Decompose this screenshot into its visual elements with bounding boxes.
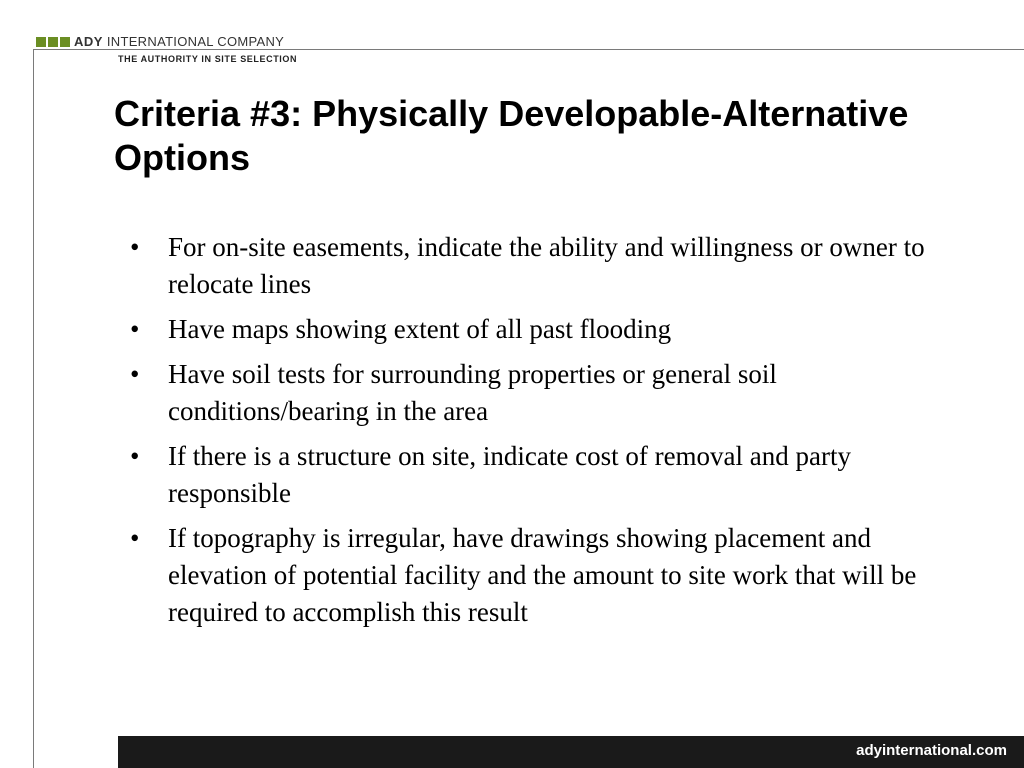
bullet-text: For on-site easements, indicate the ability and willingness or owner to relocate lines — [168, 232, 925, 299]
bullet-text: Have maps showing extent of all past flooding — [168, 314, 672, 344]
footer-bar — [118, 736, 1024, 768]
company-name-bold: ADY — [74, 34, 103, 49]
slide-title: Criteria #3: Physically Developable-Alternative Options — [114, 93, 909, 178]
bullet-text: If topography is irregular, have drawings showing placement and elevation of potential facility and the amount to site work that will be required to accomplish this result — [168, 523, 917, 627]
logo-square — [48, 37, 58, 47]
bullet-marker: • — [130, 314, 140, 344]
bullet-text: If there is a structure on site, indicate cost of removal and party responsible — [168, 441, 852, 508]
bullet-marker: • — [130, 359, 140, 389]
bullet-marker: • — [130, 232, 140, 262]
company-name-rest: INTERNATIONAL COMPANY — [106, 34, 285, 49]
bullet-marker: • — [130, 523, 140, 553]
footer-website-link[interactable]: adyinternational.com — [856, 742, 1007, 759]
bullet-item — [130, 520, 960, 631]
left-margin-rule — [33, 49, 34, 768]
logo-square — [36, 37, 46, 47]
company-tagline: THE AUTHORITY IN SITE SELECTION — [118, 54, 298, 64]
bullet-item — [130, 229, 960, 303]
bullet-item — [130, 356, 960, 430]
bullet-item — [130, 438, 960, 512]
logo-square — [60, 37, 70, 47]
bullet-marker: • — [130, 441, 140, 471]
bullet-list — [130, 229, 960, 639]
company-logo — [36, 34, 284, 50]
logo-squares-icon — [36, 37, 70, 47]
bullet-text: Have soil tests for surrounding properties or general soil conditions/bearing in the area — [168, 359, 777, 426]
bullet-item — [130, 311, 960, 348]
company-name — [74, 35, 284, 49]
